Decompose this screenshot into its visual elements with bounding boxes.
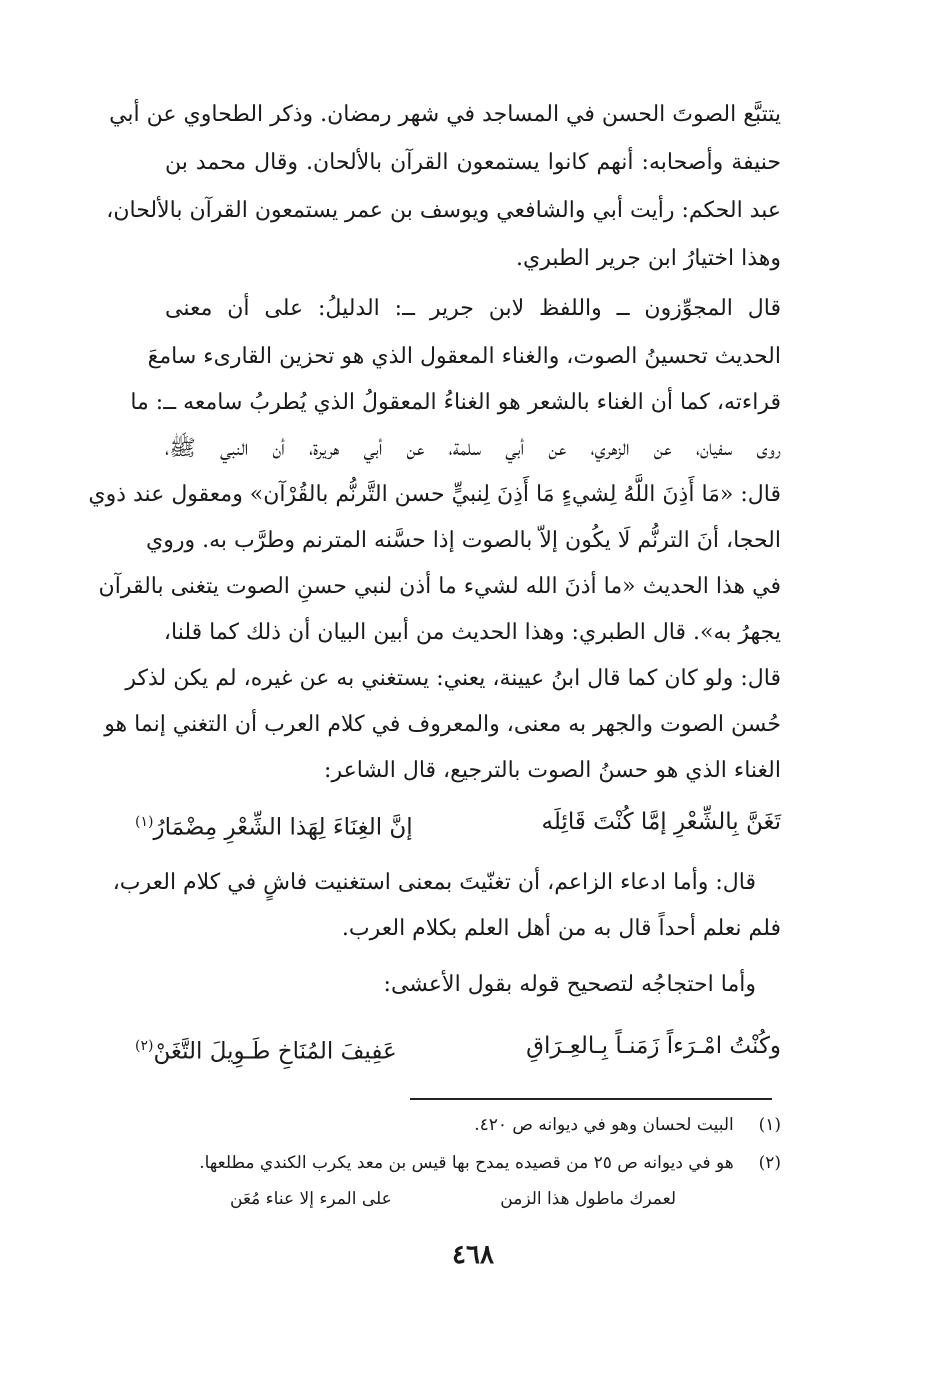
footnote-verse-right: لعمرك ماطول هذا الزمن — [500, 1189, 676, 1209]
footnote-text: هو في ديوانه ص ٢٥ من قصيده يمدح بها قيس بن معد يكرب الكندي مطلعها. — [199, 1153, 734, 1173]
verse-hemistich-left — [135, 806, 413, 844]
verse-text: إنَّ الغِنَاءَ لِهَذا الشِّعْرِ مِضْمَارُ — [153, 814, 413, 841]
footnote-separator — [410, 1098, 772, 1100]
text-line: قال: وأما ادعاء الزاعم، أن تغنّيتَ بمعنى استغنيت فاشٍ في كلام العرب، — [112, 870, 756, 895]
footnote-2 — [141, 1150, 781, 1176]
footnote-number: (٢) — [758, 1153, 781, 1173]
text-line: وهذا اختيارُ ابن جرير الطبري. — [515, 246, 781, 271]
text-line: يجهرُ به». قال الطبري: وهذا الحديث من أبين البيان أن ذلك كما قلنا، — [163, 620, 781, 645]
text-line: عبد الحكم: رأيت أبي والشافعي ويوسف بن عمر يستمعون القرآن بالألحان، — [106, 198, 781, 223]
verse-hemistich-right: وكُنْتُ امْـرَءاً زَمَنـاً بِـالعِـرَاقِ — [526, 1033, 781, 1059]
text-line: الحديث تحسينُ الصوت، والغناء المعقول الذي هو تحزين القارىء سامعَ — [147, 344, 781, 369]
text-line: حنيفة وأصحابه: أنهم كانوا يستمعون القرآن بالألحان. وقال محمد بن — [165, 150, 781, 175]
verse-hemistich-left — [135, 1030, 397, 1068]
text-line: قال: ولو كان كما قال ابنُ عيينة، يعني: يستغني به عن غيره، لم يكن لذكر — [125, 666, 781, 691]
text-line: قال المجوِّزون ــ واللفظ لابن جرير ــ: الدليلُ: على أن معنى — [165, 296, 781, 321]
page-number: ٤٦٨ — [452, 1240, 494, 1270]
text-line: فلم نعلم أحداً قال به من أهل العلم بكلام العرب. — [341, 916, 781, 941]
footnote-number: (١) — [758, 1115, 781, 1135]
footnote-verse-left: على المرء إلا عناء مُعَن — [230, 1189, 392, 1209]
text-line: في هذا الحديث «ما أذنَ الله لشيء ما أذن لنبي حسنِ الصوت يتغنى بالقرآن — [98, 574, 781, 599]
footnote-text: البيت لحسان وهو في ديوانه ص ٤٢٠. — [474, 1115, 734, 1135]
text-line: روى سفيان، عن الزهري، عن أبي سلمة، عن أبي هريرة، أن النبي ﷺ، — [165, 436, 781, 461]
text-line: قال: «مَا أَذِنَ اللَّهُ لِشيءٍ مَا أَذِنَ لِنبيٍّ حسن التَّرنُّم بالقُرْآن» ومعقول عند ذوي — [88, 482, 781, 507]
text-line: حُسن الصوت والجهر به معنى، والمعروف في كلام العرب أن التغني إنما هو — [104, 712, 781, 737]
text-line: الغناء الذي هو حسنُ الصوت بالترجيع، قال الشاعر: — [324, 758, 781, 783]
footnote-marker: (٢) — [135, 1038, 154, 1054]
footnote-1 — [141, 1112, 781, 1138]
text-line: وأما احتجاجُه لتصحيح قوله بقول الأعشى: — [383, 972, 756, 997]
text-line: قراءته، كما أن الغناء بالشعر هو الغناءُ المعقولُ الذي يُطربُ سامعه ــ: ما — [130, 390, 781, 415]
footnote-marker: (١) — [135, 814, 154, 830]
text-line: يتتبَّع الصوتَ الحسن في المساجد في شهر رمضان. وذكر الطحاوي عن أبي — [109, 102, 781, 127]
verse-hemistich-right: تَغَنَّ بِالشِّعْرِ إمَّا كُنْتَ قَائِلَه — [541, 809, 781, 835]
verse-text: عَفِيفَ المُنَاخِ طَـوِيلَ التَّغَنْ — [153, 1038, 397, 1065]
text-line: الحجا، أنَ الترنُّم لَا يكُون إلاّ بالصوت إذا حسَّنه المترنم وطرَّب به. وروي — [146, 528, 781, 553]
